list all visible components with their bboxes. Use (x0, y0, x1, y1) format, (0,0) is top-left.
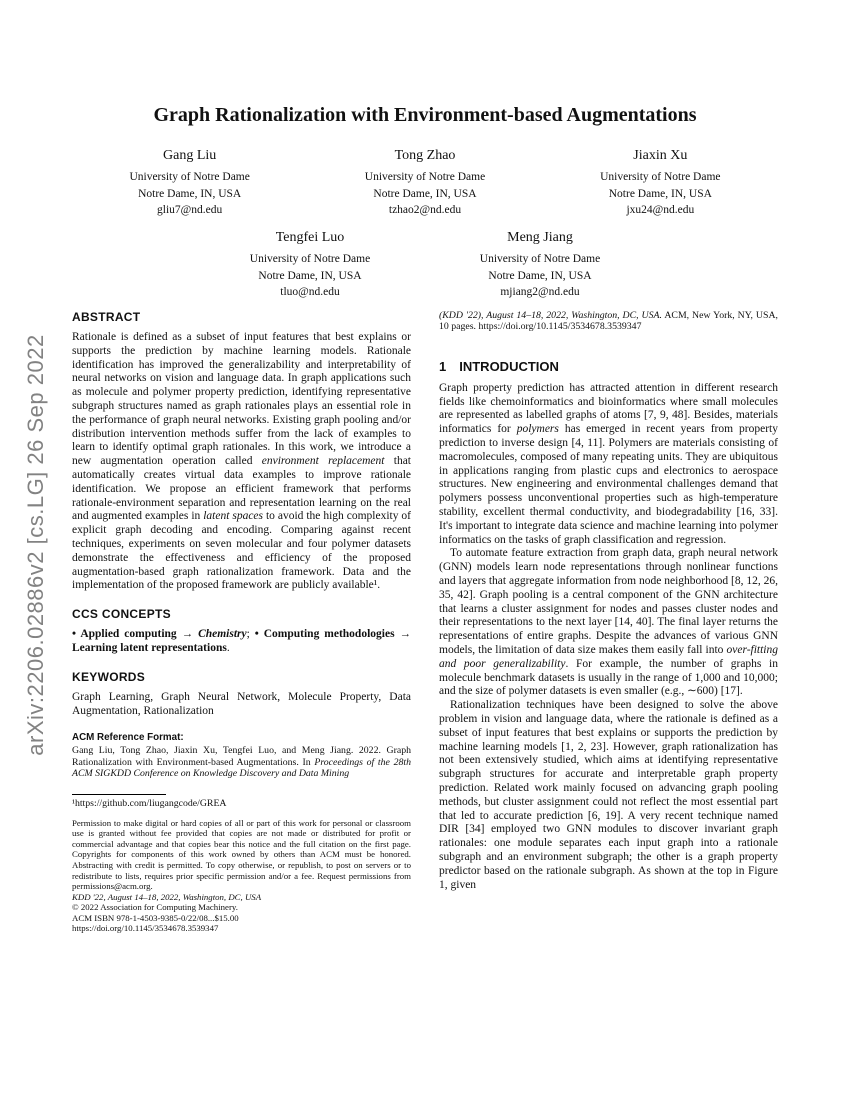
permission-block (72, 818, 411, 935)
arxiv-watermark (23, 334, 49, 755)
author-email: tluo@nd.edu (280, 286, 340, 298)
author-email: jxu24@nd.edu (626, 204, 695, 216)
section-heading-abstract: ABSTRACT (72, 310, 141, 324)
author-name: Jiaxin Xu (633, 148, 688, 163)
intro-paragraph-2: To automate feature extraction from graph data, graph neural network (GNN) models learn node representations through nonlinear functions and layers that aggregate information from node neighborhood [8, 12, 26, 35, 42]. Graph pooling is a central component of the GNN architecture that learns a cluster assignment for nodes and passes cluster nodes and their representations to the next layer [14, 40]. The final layer returns the representations of entire graphs. Despite the advances of various GNN models, the limitation of data size makes them easily fall into over-fitting and poor generalizability. For example, the number of graphs in molecule benchmark datasets is usually in the range of 1,000 and 10,000; and the size of polymer datasets is even smaller (e.g., ∼600) [17]. (439, 547, 778, 698)
footnote-divider (72, 794, 166, 795)
author-block (195, 230, 425, 301)
author-block (425, 230, 655, 301)
left-column (72, 310, 411, 934)
abstract-text: Rationale is defined as a subset of input features that best explains or supports the prediction by machine learning models. Rationale identification has improved the generalizability and interpretability of neural networks on vision and language data. In graph applications such as molecule and polymer property prediction, identifying representative subgraph structures named as graph rationales plays an essential role in the performance of graph neural networks. Existing graph pooling and/or distribution intervention methods suffer from the lack of examples to learn to identify optimal graph rationales. In this work, we introduce a new augmentation operation called environment replacement that automatically creates virtual data examples to improve rationale identification. We propose an efficient framework that performs rationale-environment separation and representation learning on the real and augmented examples in latent spaces to avoid the high complexity of explicit graph decoding and encoding. Comparing against recent techniques, experiments on seven molecular and four polymer datasets demonstrate the effectiveness and efficiency of the proposed augmentation-based graph rationalization framework. Data and the implementation of the proposed framework are publicly available¹. (72, 331, 412, 592)
author-affiliation: University of Notre Dame (600, 171, 721, 183)
author-affiliation: University of Notre Dame (364, 171, 486, 183)
author-email: gliu7@nd.edu (157, 204, 223, 216)
author-affiliation: University of Notre Dame (249, 253, 371, 265)
section-heading-introduction (439, 359, 778, 374)
author-location: Notre Dame, IN, USA (488, 269, 592, 282)
author-block (543, 148, 778, 219)
right-column (439, 310, 778, 934)
paper-title: Graph Rationalization with Environment-based Augmentations (153, 104, 697, 126)
footnote-url[interactable]: https://github.com/liugangcode/GREA (74, 797, 227, 809)
author-block (72, 148, 307, 219)
section-title: INTRODUCTION (459, 358, 559, 374)
author-affiliation: University of Notre Dame (479, 253, 601, 265)
ccs-concepts-text: • Applied computing → Chemistry; • Computing methodologies → Learning latent representations. (72, 628, 412, 654)
footnote-marker: ¹ (72, 797, 75, 809)
copyright-line: © 2022 Association for Computing Machinery. (72, 902, 238, 913)
author-location: Notre Dame, IN, USA (138, 187, 242, 200)
acm-reference-text: Gang Liu, Tong Zhao, Jiaxin Xu, Tengfei Luo, and Meng Jiang. 2022. Graph Rationalization with Environment-based Augmentations. In Proceedings of the 28th ACM SIGKDD Conference on Knowledge Discovery and Data Mining (72, 745, 412, 780)
author-email: mjiang2@nd.edu (500, 286, 580, 298)
intro-paragraph-1: Graph property prediction has attracted attention in different research fields like chemoinformatics and bioinformatics where small molecules are represented as labelled graphs of atoms [7, 9, 48]. Besides, materials informatics for polymers has emerged in recent years from property prediction to inverse design [4, 11]. Polymers are materials consisting of macromolecules, composed of many repeating units. They are ubiquitous in applications ranging from plastic cups and electronics to aerospace structures. New engineering and environmental challenges demand that polymers possess unconventional properties such as high-temperature stability, excellent thermal conductivity, and biodegradability [16, 33]. It's important to integrate data science and machine learning into polymer informatics on the tasks of graph classification and regression. (439, 381, 778, 546)
arxiv-watermark-text: arXiv:2206.02886v2 [cs.LG] 26 Sep 2022 (23, 334, 48, 756)
author-location: Notre Dame, IN, USA (258, 269, 362, 282)
section-heading-ccs-concepts: CCS CONCEPTS (72, 607, 171, 622)
intro-paragraph-3: Rationalization techniques have been designed to solve the above problem in vision and language data, where the rationale is defined as a subset of input features that best explains or supports the prediction by machine learning models [1, 2, 23]. However, graph rationalization has not been extensively studied, which aims at identifying representative subgraph structures for accurate and interpretable graph property prediction. Related work mainly focused on advancing graph pooling methods, but cluster assignment could not reflect the most essential part that led to accurate prediction [6, 19]. A very recent technique named DIR [34] employed two GNN modules to discover invariant graph rationales: one module separates each input graph into a rationale subgraph and an environment subgraph; the other is a graph property predictor based on the rationale subgraph. As shown at the top in Figure 1, given (439, 699, 778, 891)
author-location: Notre Dame, IN, USA (608, 187, 712, 200)
authors-row-2 (72, 230, 778, 301)
two-column-body (72, 310, 778, 934)
conference-line: KDD '22, August 14–18, 2022, Washington, DC, USA (72, 891, 262, 902)
author-name: Tengfei Luo (275, 230, 345, 245)
doi-link[interactable]: https://doi.org/10.1145/3534678.3539347 (72, 923, 219, 934)
author-location: Notre Dame, IN, USA (373, 187, 477, 200)
permission-text: Permission to make digital or hard copies of all or part of this work for personal or classroom use is granted without fee provided that copies are not made or distributed for profit or commercial advantage and that copies bear this notice and the full citation on the first page. Copyrights for components of this work owned by others than ACM must be honored. Abstracting with credit is permitted. To copy otherwise, or republish, to post on servers or to redistribute to lists, requires prior specific permission and/or a fee. Request permissions from permissions@acm.org. (72, 817, 411, 892)
author-email: tzhao2@nd.edu (388, 204, 462, 216)
section-heading-keywords: KEYWORDS (72, 669, 146, 684)
authors-row-1 (72, 148, 778, 219)
isbn-line: ACM ISBN 978-1-4503-9385-0/22/08...$15.00 (72, 912, 239, 923)
keywords-text: Graph Learning, Graph Neural Network, Molecule Property, Data Augmentation, Rationalization (72, 690, 411, 717)
acm-reference-heading: ACM Reference Format: (72, 732, 184, 744)
author-block (307, 148, 542, 219)
author-affiliation: University of Notre Dame (129, 171, 250, 183)
author-name: Meng Jiang (507, 230, 573, 245)
author-name: Gang Liu (163, 148, 217, 163)
author-name: Tong Zhao (394, 148, 456, 163)
section-number: 1 (439, 358, 447, 374)
footnote (72, 798, 411, 810)
citation-continuation: (KDD '22), August 14–18, 2022, Washington, DC, USA. ACM, New York, NY, USA, 10 pages. https://doi.org/10.1145/3534678.3539347 (439, 310, 778, 333)
